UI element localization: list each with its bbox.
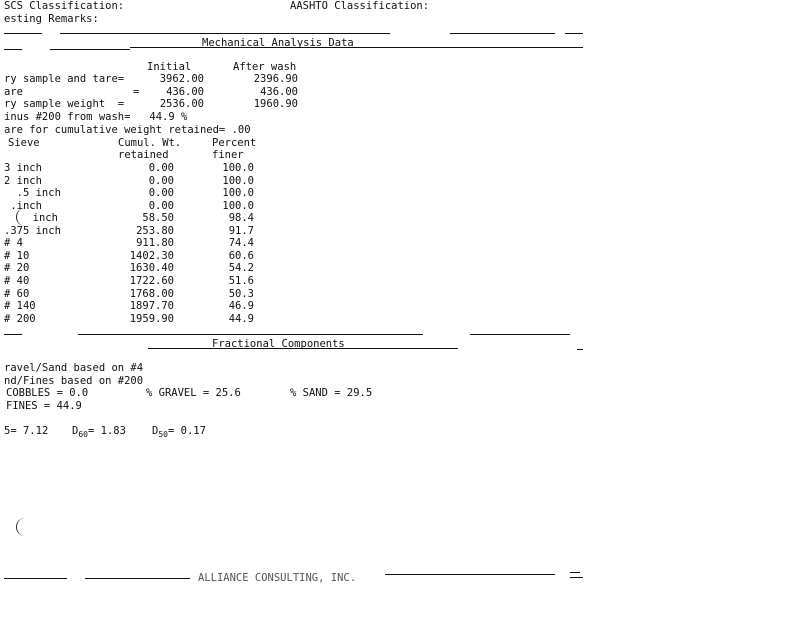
d85-label: 5= xyxy=(4,425,17,437)
sieve-size: inch xyxy=(20,212,58,224)
sieve-retained: 1768.00 xyxy=(129,288,174,300)
cobbles-value: COBBLES = 0.0 xyxy=(6,387,89,399)
sand-fines-basis: nd/Fines based on #200 xyxy=(4,375,144,387)
sieve-retained: 58.50 xyxy=(142,212,174,224)
col-percent-header: Percent xyxy=(212,137,257,149)
sieve-finer: 100.0 xyxy=(222,175,254,187)
sieve-finer: 74.4 xyxy=(228,237,254,249)
rule-line xyxy=(50,49,130,50)
dry-sample-and-tare-after: 2396.90 xyxy=(253,73,298,85)
dry-sample-and-tare-initial: 3962.00 xyxy=(159,73,204,85)
rule-line xyxy=(565,33,583,34)
sieve-finer: 44.9 xyxy=(228,313,254,325)
punch-hole-mark xyxy=(16,518,29,536)
fines-value: FINES = 44.9 xyxy=(6,400,82,412)
sieve-size: # 20 xyxy=(4,262,30,274)
rule-line xyxy=(78,334,423,335)
uscs-classification-label: SCS Classification: xyxy=(4,0,125,12)
sieve-finer: 51.6 xyxy=(228,275,254,287)
d60-label: D xyxy=(72,425,79,437)
sieve-finer: 100.0 xyxy=(222,187,254,199)
gravel-value: % GRAVEL = 25.6 xyxy=(146,387,241,399)
tare-label: are xyxy=(4,86,23,98)
mechanical-analysis-title: Mechanical Analysis Data xyxy=(202,37,354,49)
tare-cumulative-weight: are for cumulative weight retained= .00 xyxy=(4,124,251,136)
sieve-size: # 200 xyxy=(4,313,36,325)
title-underline xyxy=(148,348,458,349)
rule-line xyxy=(470,334,570,335)
dry-sample-weight-after: 1960.90 xyxy=(253,98,298,110)
d50-number: 0.17 xyxy=(180,425,206,437)
sieve-size: # 140 xyxy=(4,300,36,312)
sieve-finer: 98.4 xyxy=(228,212,254,224)
sieve-retained: 1722.60 xyxy=(129,275,174,287)
dry-sample-weight-initial: 2536.00 xyxy=(159,98,204,110)
sieve-finer: 60.6 xyxy=(228,250,254,262)
sieve-retained: 253.80 xyxy=(136,225,174,237)
gravel-sand-basis: ravel/Sand based on #4 xyxy=(4,362,144,374)
sieve-retained: 0.00 xyxy=(148,175,174,187)
testing-remarks-label: esting Remarks: xyxy=(4,13,99,25)
rule-line xyxy=(385,574,555,575)
minus-200-from-wash: inus #200 from wash= 44.9 % xyxy=(4,111,188,123)
rule-line xyxy=(4,33,42,34)
sieve-retained: 1402.30 xyxy=(129,250,174,262)
sieve-finer: 50.3 xyxy=(228,288,254,300)
col-sieve-header: Sieve xyxy=(8,137,40,149)
sieve-size: .5 inch xyxy=(4,187,61,199)
company-name: ALLIANCE CONSULTING, INC. xyxy=(198,572,357,584)
tare-equals: = xyxy=(133,86,140,98)
sieve-finer: 100.0 xyxy=(222,200,254,212)
title-underline xyxy=(130,47,583,48)
sand-value: % SAND = 29.5 xyxy=(290,387,373,399)
sieve-retained: 1897.70 xyxy=(129,300,174,312)
d85-value xyxy=(4,425,48,437)
sieve-retained: 911.80 xyxy=(136,237,174,249)
d60-subscript: 60 xyxy=(78,430,88,439)
sieve-size: 3 inch xyxy=(4,162,42,174)
rule-line xyxy=(60,33,390,34)
col-after-wash-header: After wash xyxy=(233,61,297,73)
col-retained-header: retained xyxy=(118,149,169,161)
sieve-finer: 54.2 xyxy=(228,262,254,274)
sieve-size: .inch xyxy=(4,200,42,212)
d50-value: $D_{50}= 0.17$ xyxy=(152,425,206,439)
col-initial-header: Initial xyxy=(147,61,192,73)
sieve-size: # 4 xyxy=(4,237,23,249)
dry-sample-weight-label: ry sample weight = xyxy=(4,98,125,110)
sieve-retained: 0.00 xyxy=(148,200,174,212)
rule-line xyxy=(577,349,583,350)
rule-line xyxy=(450,33,555,34)
d85-number: 7.12 xyxy=(22,425,49,437)
d60-value: $D_{60}= 1.83$ xyxy=(72,425,126,439)
tare-initial: 436.00 xyxy=(166,86,204,98)
tare-after: 436.00 xyxy=(260,86,298,98)
sieve-retained: 1630.40 xyxy=(129,262,174,274)
sieve-size: .375 inch xyxy=(4,225,61,237)
sieve-retained: 0.00 xyxy=(148,187,174,199)
rule-line xyxy=(4,49,22,50)
d60-number: 1.83 xyxy=(100,425,126,437)
sieve-finer: 91.7 xyxy=(228,225,254,237)
sieve-retained: 0.00 xyxy=(148,162,174,174)
sieve-size: # 60 xyxy=(4,288,30,300)
rule-line xyxy=(85,578,190,579)
rule-line xyxy=(570,572,580,573)
rule-line xyxy=(4,334,22,335)
dry-sample-and-tare-label: ry sample and tare= xyxy=(4,73,125,85)
sieve-retained: 1959.90 xyxy=(129,313,174,325)
d50-label: D xyxy=(152,425,159,437)
sieve-size: 2 inch xyxy=(4,175,42,187)
rule-line xyxy=(570,577,583,578)
col-finer-header: finer xyxy=(212,149,244,161)
col-cumul-wt-header: Cumul. Wt. xyxy=(118,137,182,149)
sieve-finer: 46.9 xyxy=(228,300,254,312)
sieve-size: # 10 xyxy=(4,250,30,262)
sieve-size: # 40 xyxy=(4,275,30,287)
aashto-classification-label: AASHTO Classification: xyxy=(290,0,430,12)
fractional-components-title: Fractional Components xyxy=(212,338,345,350)
rule-line xyxy=(4,578,67,579)
d50-subscript: 50 xyxy=(158,430,168,439)
sieve-finer: 100.0 xyxy=(222,162,254,174)
